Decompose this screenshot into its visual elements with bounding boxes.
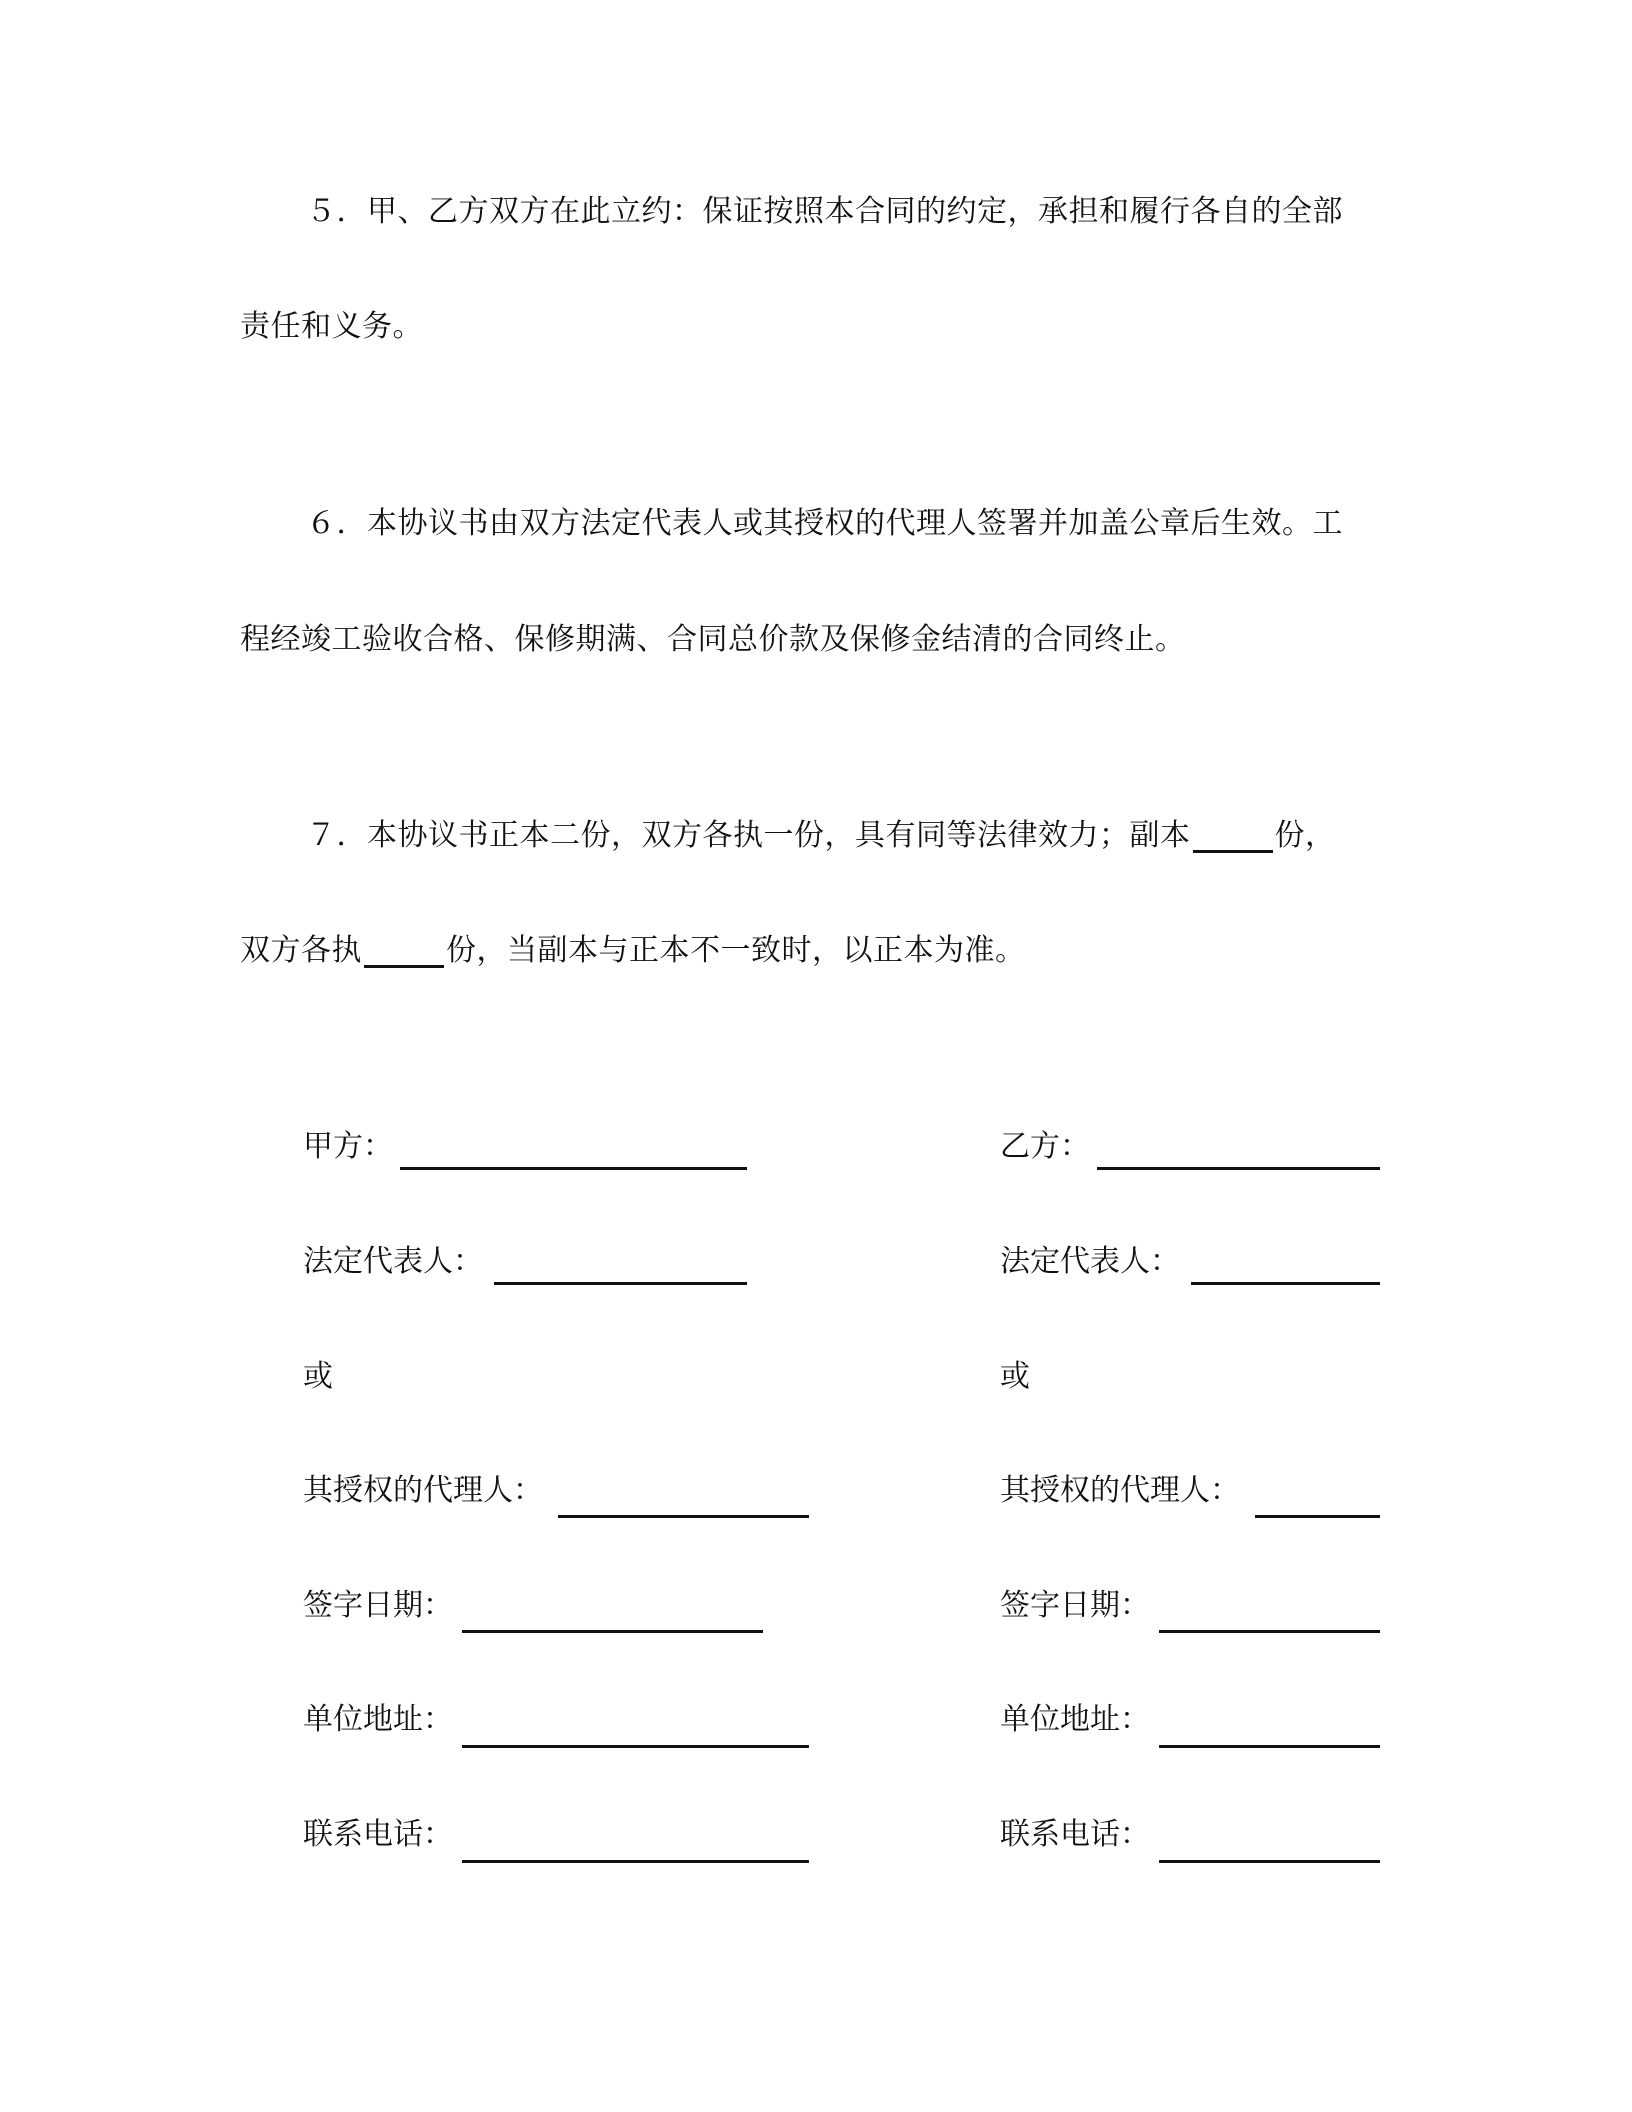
party-b-legal-rep-label: 法定代表人： [1000,1244,1180,1279]
party-a-agent-label: 其授权的代理人： [303,1473,543,1508]
party-a-sign-date-label: 签字日期： [303,1588,453,1623]
party-a-sign-date-field[interactable] [462,1630,763,1633]
clause-6-line-2: 程经竣工验收合格、保修期满、合同总价款及保修金结清的合同终止。 [240,622,1186,657]
clause-5-line-1: ５．甲、乙方双方在此立约：保证按照本合同的约定，承担和履行各自的全部 [306,194,1343,229]
party-b-sign-date-field[interactable] [1159,1630,1380,1633]
party-b-agent-field[interactable] [1255,1515,1380,1518]
party-a-field[interactable] [400,1167,747,1170]
party-a-address-label: 单位地址： [303,1702,453,1737]
party-a-phone-label: 联系电话： [303,1817,453,1852]
clause-7-line-1 [306,816,1336,856]
party-b-legal-rep-field[interactable] [1191,1282,1380,1285]
party-b-address-field[interactable] [1159,1745,1380,1748]
party-a-label: 甲方： [303,1129,393,1164]
clause-7-text-c: 双方各执 [240,933,362,968]
party-b-address-label: 单位地址： [1000,1702,1150,1737]
party-b-sign-date-label: 签字日期： [1000,1588,1150,1623]
clause-7-text-a: ７．本协议书正本二份，双方各执一份，具有同等法律效力；副本 [306,818,1191,853]
party-b-or-label: 或 [1000,1359,1030,1394]
party-b-phone-label: 联系电话： [1000,1817,1150,1852]
clause-5-line-2: 责任和义务。 [240,309,423,344]
party-b-field[interactable] [1097,1167,1380,1170]
party-a-address-field[interactable] [462,1745,809,1748]
copies-each-blank[interactable] [364,939,444,968]
party-a-legal-rep-field[interactable] [494,1282,747,1285]
clause-7-text-d: 份，当副本与正本不一致时，以正本为准。 [446,933,1026,968]
party-a-phone-field[interactable] [462,1860,809,1863]
copies-count-blank[interactable] [1193,824,1273,853]
party-b-phone-field[interactable] [1159,1860,1380,1863]
clause-7-line-2 [240,931,1026,971]
party-b-label: 乙方： [1000,1129,1090,1164]
party-a-agent-field[interactable] [558,1515,809,1518]
clause-6-line-1: ６．本协议书由双方法定代表人或其授权的代理人签署并加盖公章后生效。工 [306,506,1343,541]
party-a-legal-rep-label: 法定代表人： [303,1244,483,1279]
clause-7-text-b: 份， [1274,818,1336,853]
party-b-agent-label: 其授权的代理人： [1000,1473,1240,1508]
party-a-or-label: 或 [303,1359,333,1394]
